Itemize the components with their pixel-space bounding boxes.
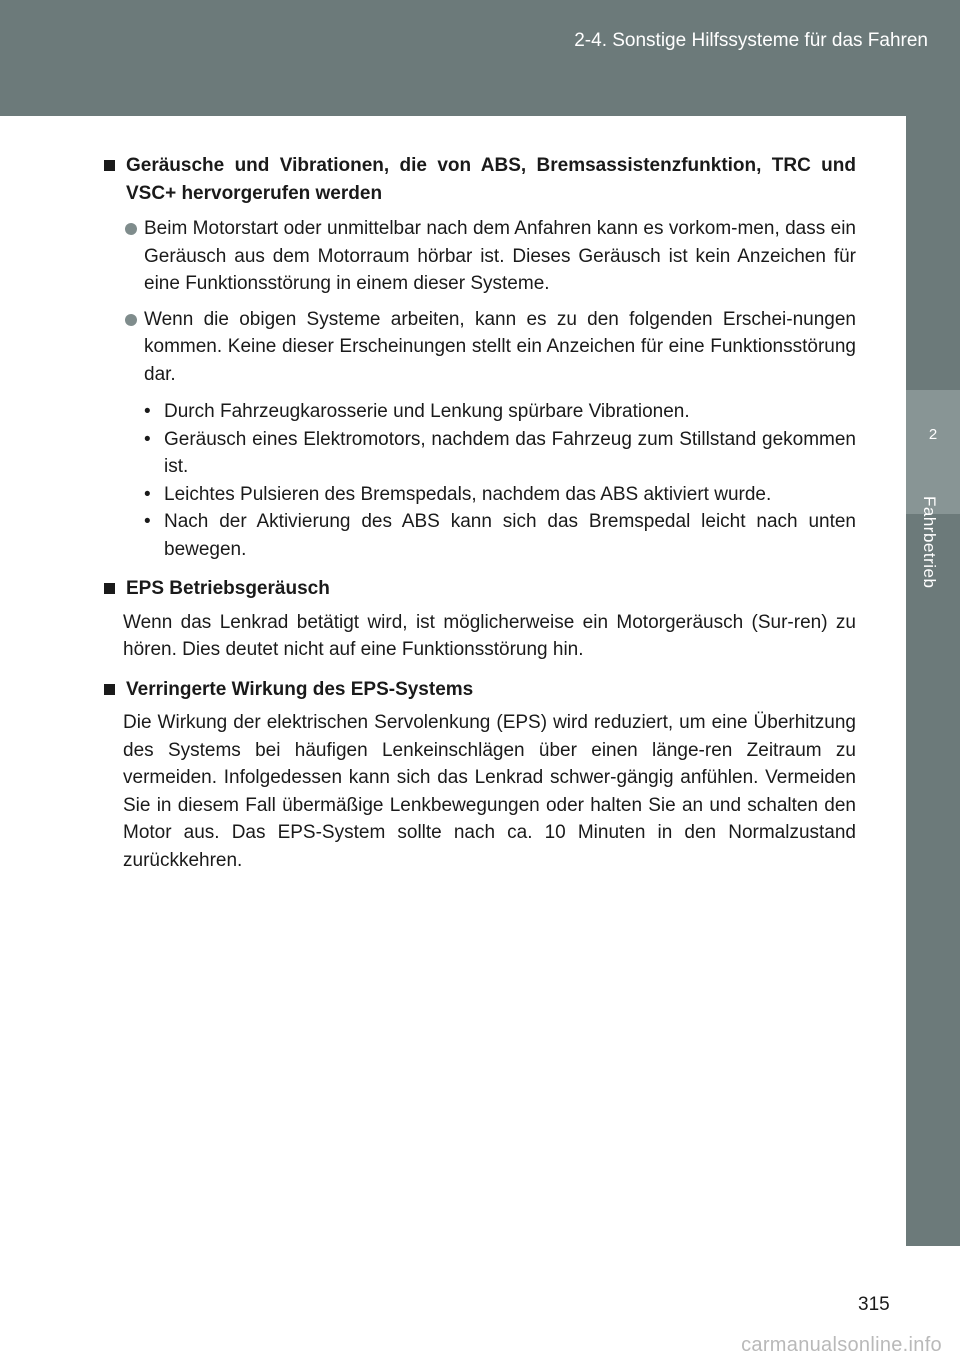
section-heading (104, 575, 856, 603)
circle-bullet-icon (125, 314, 137, 326)
page-number: 315 (858, 1294, 890, 1315)
section-noise-vibration (104, 152, 856, 563)
sub-list-item (144, 481, 856, 509)
square-bullet-icon (104, 684, 115, 695)
square-bullet-icon (104, 160, 115, 171)
heading-text: Geräusche und Vibrationen, die von ABS, Bremsassistenzfunktion, TRC und VSC+ hervorgerufen werden (126, 155, 856, 204)
paragraph: Die Wirkung der elektrischen Servolenkung (EPS) wird reduziert, um eine Überhitzung des Systems bei häufigen Lenkeinschlägen über einen länge-ren Zeitraum zu vermeiden. Infolgedessen kann sich das Lenkrad schwer-gängig anfühlen. Vermeiden Sie in diesem Fall übermäßige Lenkbewegungen oder halten Sie an und schalten den Motor aus. Das EPS-System sollte nach ca. 10 Minuten in den Normalzustand zurückkehren. (123, 712, 856, 871)
list-item (104, 215, 856, 298)
list-item-text: Wenn die obigen Systeme arbeiten, kann es zu den folgenden Erschei-nungen kommen. Keine dieser Erscheinungen stellt ein Anzeichen für eine Funktionsstörung dar. (144, 308, 856, 385)
sub-list-item (144, 398, 856, 426)
section-eps-reduced (104, 676, 856, 875)
sub-list-item (144, 508, 856, 563)
sub-list-item (144, 426, 856, 481)
section-heading (104, 676, 856, 704)
dot-bullet-icon: • (144, 483, 151, 505)
watermark: carmanualsonline.info (741, 1334, 942, 1356)
dot-bullet-icon: • (144, 511, 151, 532)
list-item (104, 306, 856, 389)
sub-list (104, 398, 856, 563)
dot-bullet-icon: • (144, 401, 151, 422)
dot-bullet-icon: • (144, 428, 151, 450)
heading-text: Verringerte Wirkung des EPS-Systems (126, 678, 474, 700)
sub-list-item-text: Geräusch eines Elektromotors, nachdem das Fahrzeug zum Stillstand gekommen ist. (164, 428, 856, 477)
paragraph: Wenn das Lenkrad betätigt wird, ist möglicherweise ein Motorgeräusch (Sur-ren) zu hören. Dies deutet nicht auf eine Funktionsstörung hin. (123, 611, 856, 660)
heading-text: EPS Betriebsgeräusch (126, 578, 330, 599)
list-item-text: Beim Motorstart oder unmittelbar nach dem Anfahren kann es vorkom-men, dass ein Geräusch aus dem Motorraum hörbar ist. Dieses Geräusch ist kein Anzeichen für eine Funktionsstörung in einem dieser Systeme. (144, 218, 856, 294)
section-eps-noise (104, 575, 856, 664)
section-heading (104, 152, 856, 207)
sub-list-item-text: Nach der Aktivierung des ABS kann sich das Bremspedal leicht nach unten bewegen. (164, 511, 856, 560)
page-header (0, 0, 960, 116)
chapter-number: 2 (928, 426, 938, 443)
chapter-side-tab (906, 116, 960, 1246)
sub-list-item-text: Durch Fahrzeugkarosserie und Lenkung spürbare Vibrationen. (164, 401, 690, 422)
circle-bullet-icon (125, 223, 137, 235)
section-title: 2-4. Sonstige Hilfssysteme für das Fahren (574, 30, 928, 51)
sub-list-item-text: Leichtes Pulsieren des Bremspedals, nachdem das ABS aktiviert wurde. (164, 483, 772, 505)
square-bullet-icon (104, 583, 115, 594)
chapter-title: Fahrbetrieb (920, 496, 939, 589)
page-content (104, 152, 856, 886)
